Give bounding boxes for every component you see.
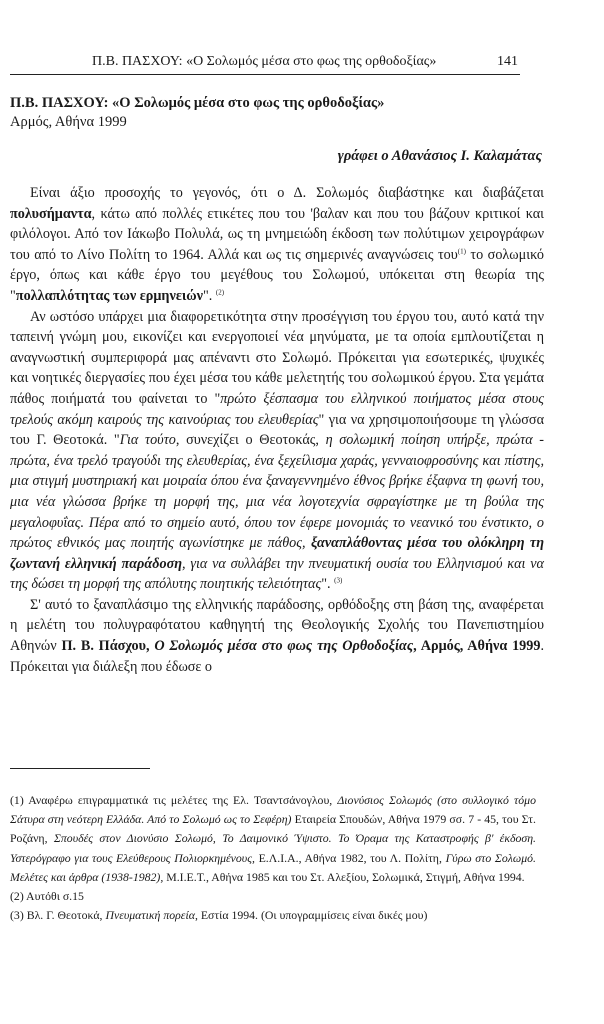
review-title: Π.Β. ΠΑΣΧΟΥ: «Ο Σολωμός μέσα στο φως της ορθοδοξίας» xyxy=(10,95,385,111)
text-run: ". xyxy=(321,576,331,593)
publisher-line: Αρμός, Αθήνα 1999 xyxy=(10,114,127,130)
footnote-1 xyxy=(10,791,536,887)
text-run: Σ' αυτό το ξαναπλάσιμο της ελληνικής παράδοσης, ορθόδοξης στη βάση της, αναφέρεται η μελέτη του πολυγραφότατου καθηγητή της Θεολογικής Σχολής του Πανεπιστημίου Αθηνών xyxy=(10,596,544,655)
text-run: Εταιρεία Σπουδών, Αθήνα 1979 σσ. 7 - 45, του Στ. Ροζάνη, xyxy=(10,812,536,846)
bold-italic-book-title: Ο Σολωμός μέσα στο φως της Ορθοδοξίας xyxy=(154,638,414,655)
footnotes xyxy=(10,791,536,925)
paragraph-3 xyxy=(10,595,544,677)
italic-title: Πνευματική πορεία xyxy=(105,908,195,923)
bold-italic-quote: ξαναπλάθοντας μέσα του ολόκληρη τη ζωντανή ελληνική παράδοση xyxy=(10,535,545,572)
text-run: , συνεχίζει ο Θεοτοκάς, xyxy=(175,432,326,449)
footnote-2: (2) Αυτόθι σ.15 xyxy=(10,889,84,904)
text-run: ". xyxy=(203,287,213,304)
bold-phrase: πολλαπλότητας των ερμηνειών xyxy=(15,287,203,304)
text-run: Αν ωστόσο υπάρχει μια διαφορετικότητα στην προσέγγιση του έργου του, αυτό κατά την ταπεινή γνώμη μου, εικονίζει και ενεργοποιεί νέα μηνύματα, με τα οποία εμπλουτίζεται η αναγνωστική συμπεριφορά μας απέναντι στο Σολωμό. Πρόκειται για εσωτερικές, ψυχικές και νοητικές διεργασίες που έχει μέσα του κάθε μελετητής του σολωμικού έργου. Στα γεμάτα πάθος ποιήματά του φαίνεται το " xyxy=(10,308,544,407)
footnote-divider xyxy=(10,768,150,769)
paragraph-1 xyxy=(10,183,544,307)
running-head-title: Π.Β. ΠΑΣΧΟΥ: «Ο Σολωμός μέσα στο φως της ορθοδοξίας» xyxy=(92,54,437,69)
italic-quote: η σολωμική ποίηση υπήρξε, πρώτα - πρώτα, ένα τρελό τραγούδι της ελευθερίας, ένα ξεχείλισμα χαράς, γενναιοφροσύνης και πίστης, μια στιγμή μυστηριακή και μοιραία όπου ένα ξαναγεννημένο έθνος βρήκε έξαφνα τη φωνή του, μια νέα γλώσσα βρήκε τη μορφή της, μια νέα λογοτεχνία σφραγίστηκε με τη βούλα της μεγαλοφυΐας. Πέρα από το σημείο αυτό, όπου τον έφερε μονομιάς το νεανικό του ένστικτο, ο πρώτος εθνικός μας ποιητής αγωνίστηκε με πάθος, xyxy=(10,432,545,552)
text-run: Είναι άξιο προσοχής το γεγονός, ότι ο Δ. Σολωμός διαβάστηκε και διαβάζεται xyxy=(30,185,544,201)
text-run: (1) Αναφέρω επιγραμματικά τις μελέτες της Ελ. Τσαντσάνογλου, xyxy=(10,793,338,807)
text-run: " για να χρησιμοποιήσουμε τη γλώσσα του Γ. Θεοτοκά. " xyxy=(10,411,544,449)
italic-title: Διονύσιος Σολωμός (στο συλλογικό τόμο Σάτυρα στη νεότερη Ελλάδα. Από το Σολωμό ως το Σεφέρη) xyxy=(10,793,536,827)
page-number: 141 xyxy=(497,54,518,69)
bold-publisher: , Αρμός, Αθήνα 1999 xyxy=(413,638,541,655)
running-head xyxy=(92,52,518,72)
text-run: (3) Βλ. Γ. Θεοτοκά, xyxy=(10,908,106,923)
bold-phrase: πολυσήμαντα xyxy=(10,205,92,222)
footnote-ref-3: (3) xyxy=(334,576,343,585)
text-run: Ε.Λ.Ι.Α., Αθήνα 1982, του Λ. Πολίτη, xyxy=(254,850,446,865)
article-body xyxy=(10,183,544,677)
italic-title: Σπουδές στον Διονύσιο Σολωμό, Το Δαιμονικό Ύψιστο. Το Όραμα της Καταστροφής β' έκδοση. Υστερόγραφο για τους Ελεύθερους Πολιορκημένους, xyxy=(10,831,536,865)
text-run: το σολωμικό έργο, όπως και κάθε έργο του μεγέθους του Σολωμού, υπόκειται στη θεωρία της " xyxy=(10,246,544,304)
footnote-ref-2: (2) xyxy=(215,288,225,297)
author-byline: γράφει ο Αθανάσιος Ι. Καλαμάτας xyxy=(337,148,542,164)
italic-quote: , για να συλλάβει την πνευματική ουσία του Ελληνισμού και να της δώσει τη μορφή της απόλυτης ποιητικής τελειότητας xyxy=(10,555,545,593)
italic-quote: Για τούτο xyxy=(119,432,176,449)
footnote-ref-1: (1) xyxy=(457,247,466,256)
footnote-3 xyxy=(10,906,536,925)
italic-quote: πρώτο ξέσπασμα του ελληνικού ποιήματος μέσα στους τρελούς ακόμη καιρούς της καινούριας του ελευθερίας xyxy=(10,390,544,428)
bold-author: Π. Β. Πάσχου, xyxy=(61,638,155,655)
text-run: , Εστία 1994. (Οι υπογραμμίσεις είναι δικές μου) xyxy=(194,908,428,923)
header-divider xyxy=(10,74,520,75)
text-run: , κάτω από πολλές ετικέτες που του 'βαλαν και που του βάζουν κριτικοί και φιλόλογοι. Από τον Ιάκωβο Πολυλά, ως τη μνημειώδη έκδοση των πολύτιμων χειρογράφων του από το Λίνο Πολίτη το 1964. Αλλά και ως τις σημερινές αναγνώσεις του xyxy=(10,205,544,263)
text-run: . Πρόκειται για διάλεξη που έδωσε ο xyxy=(10,638,544,675)
paragraph-2 xyxy=(10,307,544,595)
text-run: Μ.Ι.Ε.Τ., Αθήνα 1985 και του Στ. Αλεξίου, Σολωμικά, Στιγμή, Αθήνα 1994. xyxy=(163,869,525,884)
italic-title: Γύρω στο Σολωμό. Μελέτες και άρθρα (1938-1982), xyxy=(10,850,536,884)
